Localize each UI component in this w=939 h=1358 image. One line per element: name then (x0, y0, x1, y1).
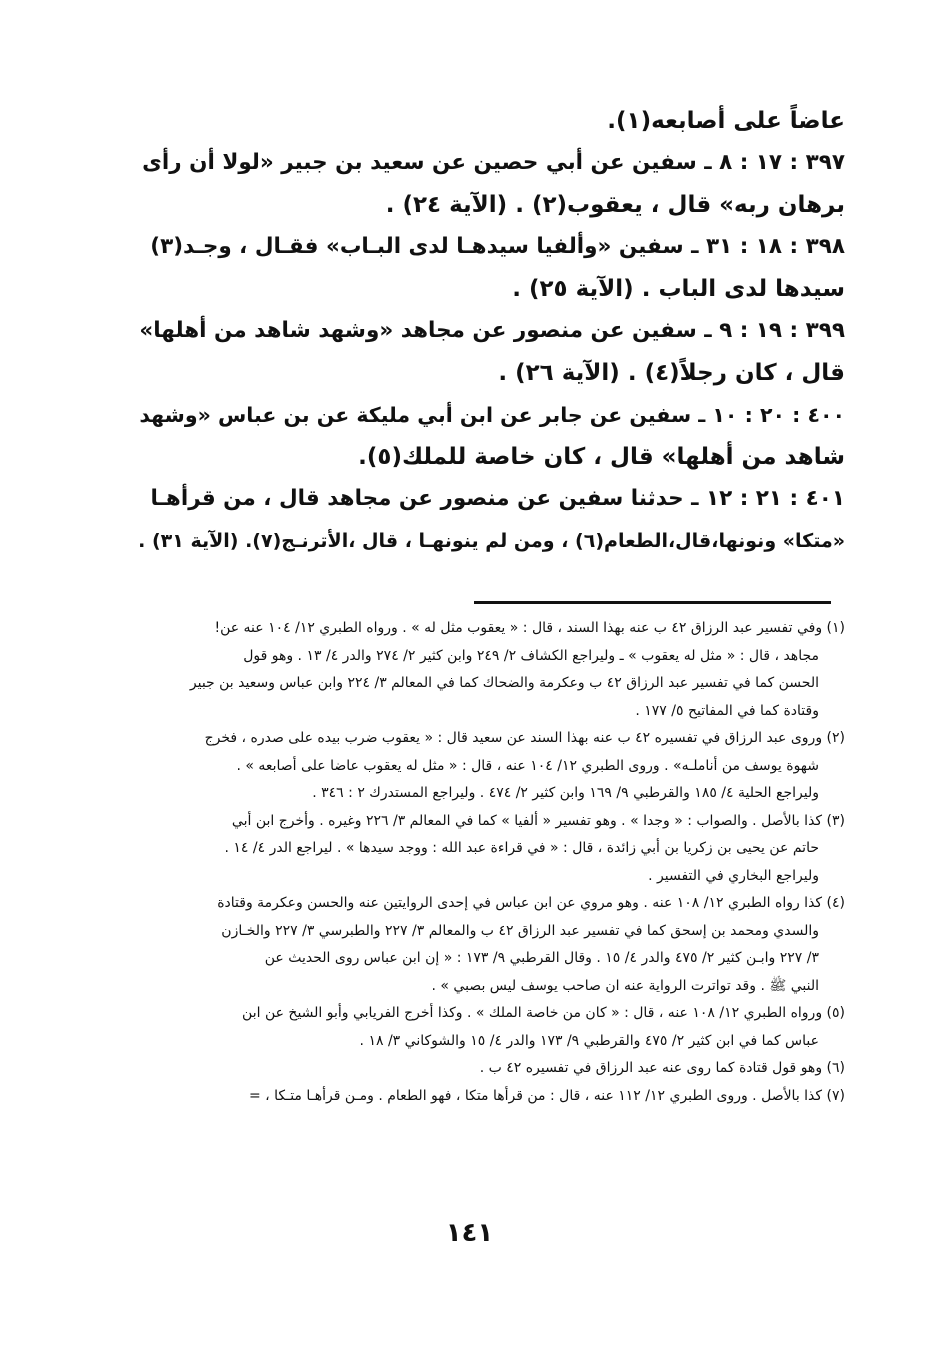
footnote-line: النبي ﷺ . وقد تواترت الرواية عنه ان صاحب يوسف ليس بصبي » . (431, 977, 819, 994)
footnote-line: الحسن كما في تفسير عبد الرزاق ٤٢ ب وعكرمة والضحاك كما في المعالم ٣/ ٢٢٤ وابن عباس وسعيد بن جبير (189, 675, 819, 691)
main-text-line: «متكا» ونونها،قال،الطعام(٦) ، ومن لم ينونهـا ، قال ،الأترنـج(٧). (الآية ٣١) . (138, 530, 845, 552)
main-text-block (138, 100, 845, 562)
footnote-line: شهوة يوسف من أناملـه» . وروى الطبري ١٢/ ١٠٤ عنه ، قال : « مثل له يعقوب عاضا على أصابعه » . (236, 757, 819, 774)
footnote-line: والسدي ومحمد بن إسحق كما في تفسير عبد الرزاق ٤٢ ب والمعالم ٣/ ٢٢٧ والطبرسي ٣/ ٢٢٧ والخـازن (221, 922, 819, 939)
main-text-line: ٤٠١ : ٢١ : ١٢ ـ حدثنا سفين عن منصور عن مجاهد قال ، من قرأهـا (150, 486, 845, 511)
footnote-line: (٣) كذا بالأصل . والصواب : « وجدا » . وهو تفسير « ألفيا » كما في المعالم ٣/ ٢٢٦ وغيره . وأخرج ابن أبي (231, 812, 845, 829)
main-text-line: برهان ربه» قال ، يعقوب(٢) . (الآية ٢٤) . (385, 192, 845, 218)
footnote-line: وقتادة كما في المفاتيح ٥/ ١٧٧ . (635, 702, 819, 719)
footnote-line: (٢) وروى عبد الرزاق في تفسيره ٤٢ ب عنه بهذا السند عن سعيد قال : « يعقوب ضرب بيده على صدره ، فخرج (204, 730, 845, 746)
footnotes-block (130, 615, 845, 1110)
footnote-line: وليراجع البخاري في التفسير . (648, 867, 819, 884)
footnote-4 (130, 890, 845, 1000)
footnote-2 (130, 725, 845, 808)
footnote-line: (٤) كذا رواه الطبري ١٢/ ١٠٨ عنه . وهو مروي عن ابن عباس في إحدى الروايتين عنه والحسن وعكرمة وقتادة (217, 895, 845, 911)
footnote-line: وليراجع الحلية ٤/ ١٨٥ والقرطبي ٩/ ١٦٩ وابن كثير ٢/ ٤٧٤ . وليراجع المستدرك ٢ : ٣٤٦ . (312, 785, 819, 801)
footnote-1 (130, 615, 845, 725)
main-text-line: ٣٩٧ : ١٧ : ٨ ـ سفين عن أبي حصين عن سعيد بن جبير «لولا أن رأى (142, 150, 845, 175)
main-text-line: ٣٩٩ : ١٩ : ٩ ـ سفين عن منصور عن مجاهد «وشهد شاهد من أهلها» (139, 318, 845, 343)
footnote-6 (130, 1055, 845, 1083)
page-number: ١٤١ (445, 1218, 494, 1248)
main-text-line: ٤٠٠ : ٢٠ : ١٠ ـ سفين عن جابر عن ابن أبي مليكة عن بن عباس «وشهد (139, 403, 845, 427)
footnote-line: عباس كما في ابن كثير ٢/ ٤٧٥ والقرطبي ٩/ ١٧٣ والدر ٤/ ١٥ والشوكاني ٣/ ١٨ . (359, 1032, 819, 1049)
footnote-line: ٣/ ٢٢٧ وابـن كثير ٢/ ٤٧٥ والدر ٤/ ١٥ . وقال القرطبي ٩/ ١٧٣ : « إن ابن عباس روى الحديث عن (264, 950, 819, 966)
footnote-5 (130, 1000, 845, 1055)
footnote-7 (130, 1083, 845, 1111)
footnote-3 (130, 808, 845, 891)
main-text-line: شاهد من أهلها» قال ، كان خاصة للملك(٥). (358, 444, 845, 470)
main-text-line: عاضاً على أصابعه(١). (607, 108, 845, 134)
footnote-line: (٥) ورواه الطبري ١٢/ ١٠٨ عنه ، قال : « كان من خاصة الملك » . وكذا أخرج الفريابي وأبو الشيخ عن ابن (242, 1005, 845, 1021)
footnote-divider (474, 601, 831, 604)
main-text-line: ٣٩٨ : ١٨ : ٣١ ـ سفين «وألفيا سيدهـا لدى البـاب» فقـال ، وجـد(٣) (150, 234, 845, 259)
footnote-line: (٦) وهو قول قتادة كما روى عنه عبد الرزاق في تفسيره ٤٢ ب . (479, 1060, 845, 1076)
footnote-line: حاتم عن يحيى بن زكريا بن أبي زائدة ، قال : « في قراءة عبد الله : ووجد سيدها » . ليراجع الدر ٤/ ١٤ . (224, 840, 819, 856)
main-text-line: سيدها لدى الباب . (الآية ٢٥) . (512, 276, 845, 302)
footnote-line: (١) وفي تفسير عبد الرزاق ٤٢ ب عنه بهذا السند ، قال : « يعقوب مثل له » . ورواه الطبري ١٢/ ١٠٤ عنه عن! (214, 620, 845, 636)
footnote-line: مجاهد ، قال : « مثل له يعقوب » ـ وليراجع الكشاف ٢/ ٢٤٩ وابن كثير ٢/ ٢٧٤ والدر ٤/ ١٣ . وهو قول (243, 647, 819, 664)
footnote-line: (٧) كذا بالأصل . وروى الطبري ١٢/ ١١٢ عنه ، قال : من قرأها متكا ، فهو الطعام . ومـن قرأهـا متـكا ، = (248, 1087, 845, 1104)
main-text-line: قال ، كان رجلاً(٤) . (الآية ٢٦) . (498, 360, 845, 386)
